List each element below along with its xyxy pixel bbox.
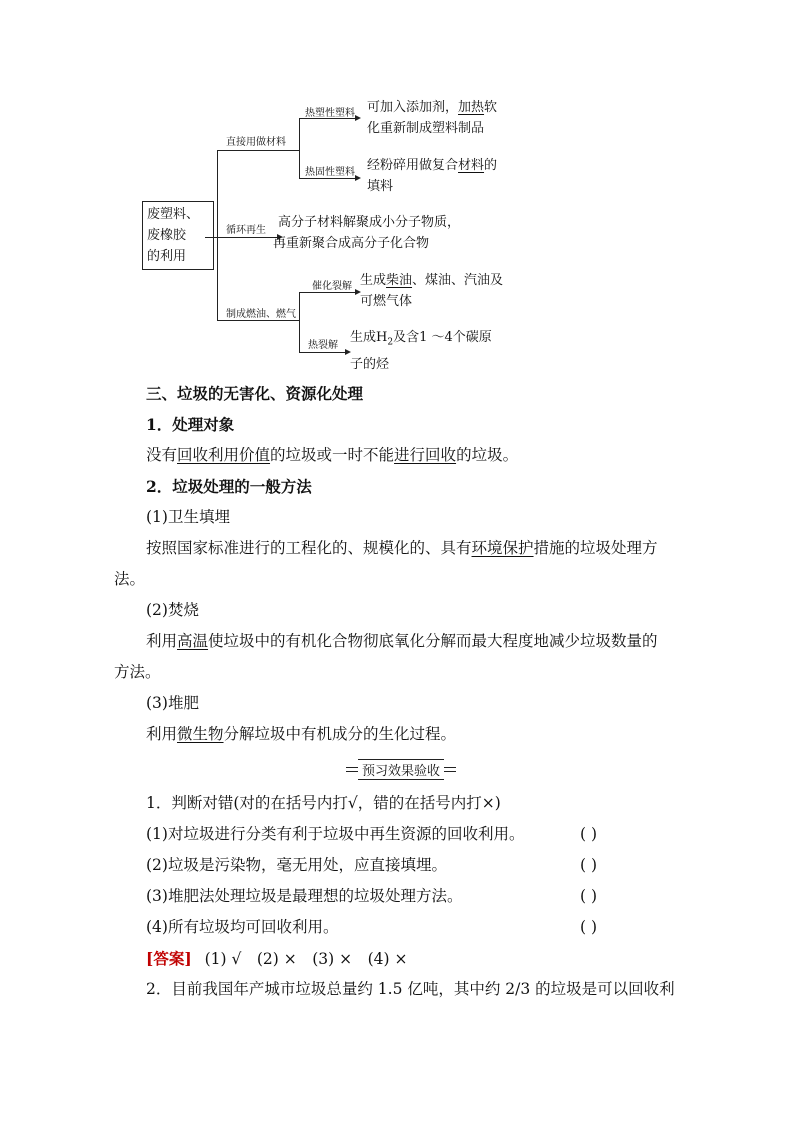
method-3-title: (3)堆肥: [146, 694, 199, 712]
text-run: 可加入添加剂，: [367, 100, 459, 115]
sub1b-label: 热固性塑料: [305, 167, 355, 178]
branch2-text-line2: 再重新聚合成高分子化合物: [273, 236, 430, 251]
text-run: 利用: [146, 632, 178, 650]
sub3b-label: 热裂解: [308, 340, 338, 351]
sub1a-label: 热塑性塑料: [305, 108, 355, 119]
root-line-2: 废橡胶: [147, 228, 187, 243]
sub1b-text-line1: [367, 155, 497, 176]
subsection-heading-2: 2．垃圾处理的一般方法: [146, 477, 312, 496]
root-line-3: 的利用: [147, 249, 187, 264]
branch2-text: [273, 212, 461, 254]
underlined-run: 高温: [177, 632, 209, 650]
subscript: 2: [387, 337, 394, 348]
quiz-item-3: (3)堆肥法处理垃圾是最理想的垃圾处理方法。: [146, 887, 463, 905]
underlined-run: 微生物: [177, 725, 224, 743]
method-1-text: [146, 533, 658, 564]
sub1a-text-line2: 化重新制成塑料制品: [367, 121, 485, 136]
sub1a-text: [367, 97, 497, 139]
quiz-item-1: (1)对垃圾进行分类有利于垃圾中再生资源的回收利用。: [146, 825, 525, 843]
underlined-run: 进行回收: [394, 446, 457, 464]
text-run: 、煤油、汽油及: [412, 273, 504, 288]
text-run: 软: [484, 100, 498, 115]
banner-rule-right: [444, 767, 456, 772]
quiz-item-4: (4)所有垃圾均可回收利用。: [146, 918, 339, 936]
underlined-run: 回收利用价值: [177, 446, 271, 464]
method-2-title: (2)焚烧: [146, 601, 199, 619]
sub3a-text: [360, 270, 503, 312]
underlined-run: 加热: [458, 100, 485, 115]
text-run: 经粉碎用做复合: [367, 158, 459, 173]
question-2: 2．目前我国年产城市垃圾总量约 1.5 亿吨，其中约 2/3 的垃圾是可以回收利: [146, 980, 675, 998]
arrow-head: [355, 115, 361, 121]
branch3-label: 制成燃油、燃气: [226, 309, 296, 320]
answer-paren-4[interactable]: ( ): [580, 918, 598, 936]
branch1-label: 直接用做材料: [226, 137, 286, 148]
text-run: 没有: [146, 446, 178, 464]
sub3b-text-line1: [350, 327, 492, 354]
sub3a-label: 催化裂解: [312, 281, 352, 292]
text-run: 的垃圾或一时不能: [270, 446, 395, 464]
text-run: 生成: [360, 273, 387, 288]
quiz-item-2: (2)垃圾是污染物，毫无用处，应直接填埋。: [146, 856, 447, 874]
sub3a-text-line1: [360, 270, 503, 291]
answer-paren-2[interactable]: ( ): [580, 856, 598, 874]
method-2-text-cont: 方法。: [114, 663, 161, 681]
sub3b-text-line2: 子的烃: [350, 356, 390, 372]
quiz-banner: [346, 760, 456, 778]
paragraph-1: [146, 440, 518, 471]
sub3b-text: [350, 327, 492, 375]
text-run: 分解垃圾中有机成分的生化过程。: [223, 725, 457, 743]
diagram-root-box: [142, 201, 214, 270]
branch2-text-line1: 高分子材料解聚成小分子物质，: [278, 215, 461, 230]
connector: [299, 178, 355, 179]
root-line-1: 废塑料、: [147, 207, 200, 222]
text-run: 生成H: [350, 330, 388, 345]
method-1-text-cont: 法。: [114, 570, 146, 588]
underlined-run: 柴油: [386, 273, 413, 288]
underlined-run: 材料: [458, 158, 485, 173]
answer-line: [146, 943, 407, 975]
text-run: 利用: [146, 725, 178, 743]
answer-paren-1[interactable]: ( ): [580, 825, 598, 843]
method-1-title: (1)卫生填埋: [146, 508, 230, 526]
banner-rule-left: [346, 767, 358, 772]
connector: [299, 292, 355, 293]
branch2-label: 循环再生: [226, 225, 266, 236]
arrow-head: [355, 175, 361, 181]
method-3-text: [146, 719, 456, 750]
banner-label: 预习效果验收: [358, 759, 444, 780]
text-run: 及含1 ～4个碳原: [393, 330, 492, 345]
connector: [217, 237, 277, 238]
sub3a-text-line2: 可燃气体: [360, 294, 413, 309]
connector: [217, 150, 299, 151]
answer-text: (1) √ (2) × (3) × (4) ×: [204, 950, 408, 968]
text-run: 的: [484, 158, 498, 173]
connector: [205, 237, 217, 238]
text-run: 的垃圾。: [456, 446, 519, 464]
connector: [299, 292, 300, 352]
text-run: 按照国家标准进行的工程化的、规模化的、具有: [146, 539, 472, 557]
text-run: 使垃圾中的有机化合物彻底氧化分解而最大程度地减少垃圾数量的: [208, 632, 658, 650]
connector: [299, 118, 300, 178]
answer-label: [答案]: [146, 949, 192, 968]
question-1: 1．判断对错(对的在括号内打√，错的在括号内打×): [146, 794, 501, 812]
underlined-run: 环境保护: [471, 539, 534, 557]
connector: [217, 150, 218, 320]
method-2-text: [146, 626, 658, 657]
subsection-heading-1: 1．处理对象: [146, 415, 235, 434]
section-heading: 三、垃圾的无害化、资源化处理: [146, 384, 364, 403]
answer-paren-3[interactable]: ( ): [580, 887, 598, 905]
connector: [217, 320, 299, 321]
sub1b-text: [367, 155, 497, 197]
text-run: 措施的垃圾处理方: [533, 539, 658, 557]
sub1b-text-line2: 填料: [367, 179, 394, 194]
connector: [299, 352, 345, 353]
sub1a-text-line1: [367, 97, 497, 118]
